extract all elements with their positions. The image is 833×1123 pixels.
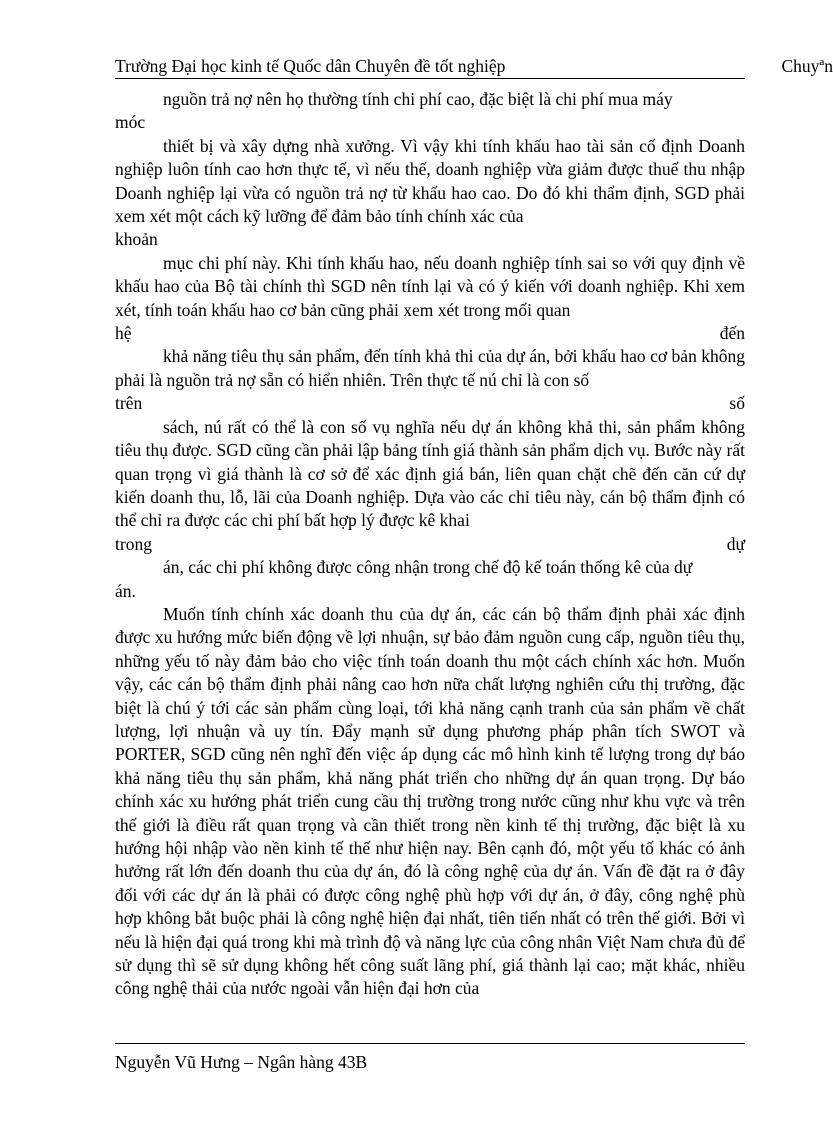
paragraph: khoản xyxy=(115,229,158,250)
paragraph: thiết bị và xây dựng nhà xưởng. Vì vậy khi tính khấu hao tài sản cố định Doanh nghiệp luôn tính cao hơn thực tế, vì nếu thế, doanh nghiệp vừa giảm được thuế thu nhập Doanh nghiệp lại vừa có nguồn trả nợ từ khấu hao cao. Do đó khi thẩm định, SGD phải xem xét một cách kỹ lưỡng để đảm bảo tính chính xác của xyxy=(115,135,745,227)
paragraph: mục chi phí này. Khi tính khấu hao, nếu doanh nghiệp tính sai so với quy định về khấu hao của Bộ tài chính thì SGD nên tính lại và có ý kiến với doanh nghiệp. Khi xem xét, tính toán khấu hao cơ bản cũng phải xem xét trong mối quan xyxy=(115,252,745,320)
paragraph: trong dự xyxy=(115,533,745,554)
paragraph: án. xyxy=(115,580,136,601)
footer-author: Nguyễn Vũ Hưng – Ngân hàng 43B xyxy=(115,1052,368,1072)
footer-divider xyxy=(115,1043,745,1044)
page-footer xyxy=(115,1050,367,1074)
paragraph: nguồn trả nợ nên họ thường tính chi phí cao, đặc biệt là chi phí mua máy xyxy=(163,89,673,109)
page-header xyxy=(115,54,833,79)
paragraph: hệ đến xyxy=(115,323,745,344)
paragraph: móc xyxy=(115,112,146,133)
header-right-text: Chuyªn xyxy=(781,56,833,76)
paragraph: sách, nú rất có thể là con số vụ nghĩa nếu dự án không khả thi, sản phẩm không tiêu thụ được. SGD cũng cần phải lập bảng tính giá thành sản phẩm dịch vụ. Bước này rất quan trọng vì giá thành là cơ sở để xác định giá bán, liên quan chặt chẽ đến căn cứ dự kiến doanh thu, lỗ, lãi của Doanh nghiệp. Dựa vào các chỉ tiêu này, cán bộ thẩm định có thể chỉ ra được các chi phí bất hợp lý được kê khai xyxy=(115,416,745,531)
paragraph: khả năng tiêu thụ sản phẩm, đến tính khả thi của dự án, bởi khấu hao cơ bản không phải là nguồn trả nợ sẵn có hiển nhiên. Trên thực tế nú chỉ là con số xyxy=(115,346,745,390)
header-title: Trường Đại học kinh tế Quốc dân Chuyên đề tốt nghiệp xyxy=(115,56,506,76)
paragraph: án, các chi phí không được công nhận trong chế độ kế toán thống kê của dự xyxy=(163,557,693,578)
paragraph: Muốn tính chính xác doanh thu của dự án, các cán bộ thẩm định phải xác định được xu hướng mức biến động về lợi nhuận, sự bảo đảm nguồn cung cấp, nguồn tiêu thụ, những yếu tố này đảm bảo cho việc tính toán doanh thu một cách chính xác hơn. Muốn vậy, các cán bộ thẩm định phải nâng cao hơn nữa chất lượng nghiên cứu thị trường, đặc biệt là chú ý tới các sản phẩm cùng loại, tới khả năng cạnh tranh của sản phẩm về chất lượng, lợi nhuận và uy tín. Đẩy mạnh sử dụng phương pháp phân tích SWOT và PORTER, SGD cũng nên nghĩ đến việc áp dụng các mô hình kinh tế lượng trong dự báo khả năng tiêu thụ sản phẩm, khả năng phát triển cho những dự án quan trọng. Dự báo chính xác xu hướng phát triển cung cầu thị trường trong nước cũng như khu vực và trên thế giới là điều rất quan trọng và cần thiết trong nền kinh tế thị trường, đặc biệt là xu hướng hội nhập vào nền kinh tế thế như hiện nay. Bên cạnh đó, một yếu tố khác có ảnh hưởng rất lớn đến doanh thu của dự án, đó là công nghệ của dự án. Vấn đề đặt ra ở đây đối với các dự án là phải có được công nghệ phù hợp với dự án, ở đây, công nghệ phù hợp không bắt buộc phải là công nghệ hiện đại nhất, tiên tiến nhất có trên thế giới. Bởi vì nếu là hiện đại quá trong khi mà trình độ và năng lực của công nhân Việt Nam chưa đủ để sử dụng thì sẽ sử dụng không hết công suất lãng phí, giá thành lại cao; mặt khác, nhiều công nghệ thải của nước ngoài vẫn hiện đại hơn của xyxy=(115,603,745,999)
document-body xyxy=(115,88,745,1001)
paragraph: trên số xyxy=(115,393,745,414)
